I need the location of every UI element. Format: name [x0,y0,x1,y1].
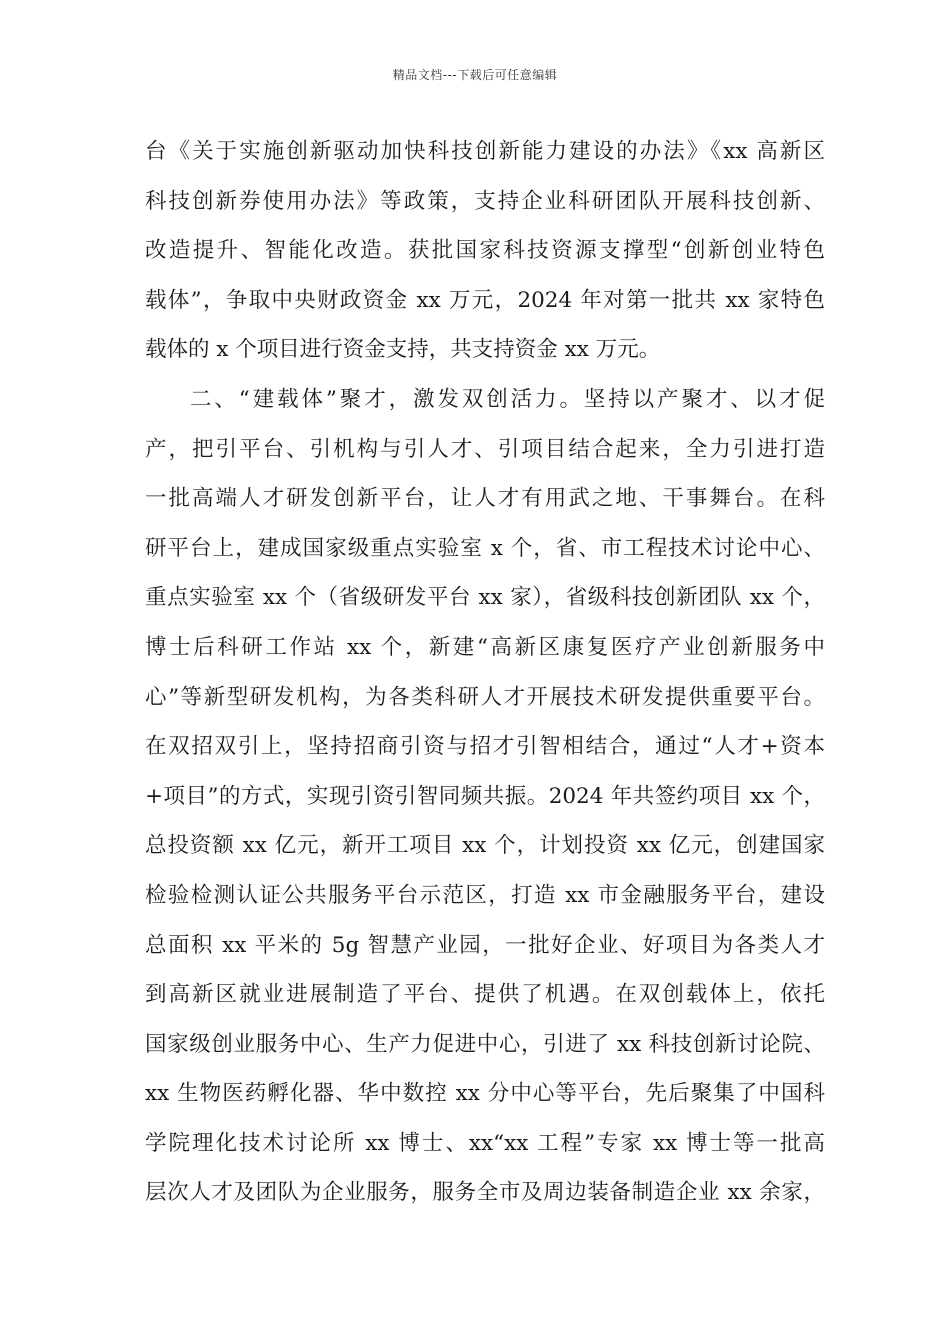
text-line: 检验检测认证公共服务平台示范区，打造 xx 市金融服务平台，建设 [145,882,825,908]
paragraph-start-line: 二、“建载体”聚才，激发双创活力。坚持以产聚才、以才促 [190,386,825,412]
document-body [145,130,825,1221]
text-line: 台《关于实施创新驱动加快科技创新能力建设的办法》《xx 高新区 [145,139,825,164]
text-line: 载体”，争取中央财政资金 xx 万元，2024 年对第一批共 xx 家特色 [145,287,825,313]
text-line: 国家级创业服务中心、生产力促进中心，引进了 xx 科技创新讨论院、 [145,1031,825,1057]
text-line: +项目”的方式，实现引资引智同频共振。2024 年共签约项目 xx 个， [145,783,825,809]
text-line: 重点实验室 xx 个（省级研发平台 xx 家），省级科技创新团队 xx 个， [145,585,825,611]
text-line: 层次人才及团队为企业服务，服务全市及周边装备制造企业 xx 余家， [145,1180,825,1206]
text-line: 改造提升、智能化改造。获批国家科技资源支撑型“创新创业特色 [145,238,825,264]
page-header: 精品文档---下载后可任意编辑 [392,68,558,82]
text-line: 在双招双引上，坚持招商引资与招才引智相结合，通过“人才+资本 [145,734,825,760]
text-line: 到高新区就业进展制造了平台、提供了机遇。在双创载体上，依托 [145,982,825,1008]
text-line: 总投资额 xx 亿元，新开工项目 xx 个，计划投资 xx 亿元，创建国家 [145,833,825,859]
text-line: xx 生物医药孵化器、华中数控 xx 分中心等平台，先后聚集了中国科 [145,1081,825,1107]
text-line: 总面积 xx 平米的 5g 智慧产业园，一批好企业、好项目为各类人才 [145,932,825,958]
text-line: 心”等新型研发机构，为各类科研人才开展技术研发提供重要平台。 [145,684,825,710]
text-line: 科技创新券使用办法》等政策，支持企业科研团队开展科技创新、 [145,188,825,214]
text-line: 学院理化技术讨论所 xx 博士、xx“xx 工程”专家 xx 博士等一批高 [145,1130,825,1156]
text-line: 产，把引平台、引机构与引人才、引项目结合起来，全力引进打造 [145,436,825,462]
paragraph-end-line: 载体的 x 个项目进行资金支持，共支持资金 xx 万元。 [145,337,661,363]
text-line: 研平台上，建成国家级重点实验室 x 个，省、市工程技术讨论中心、 [145,535,825,561]
text-line: 博士后科研工作站 xx 个，新建“高新区康复医疗产业创新服务中 [145,634,825,660]
text-line: 一批高端人才研发创新平台，让人才有用武之地、干事舞台。在科 [145,486,825,512]
